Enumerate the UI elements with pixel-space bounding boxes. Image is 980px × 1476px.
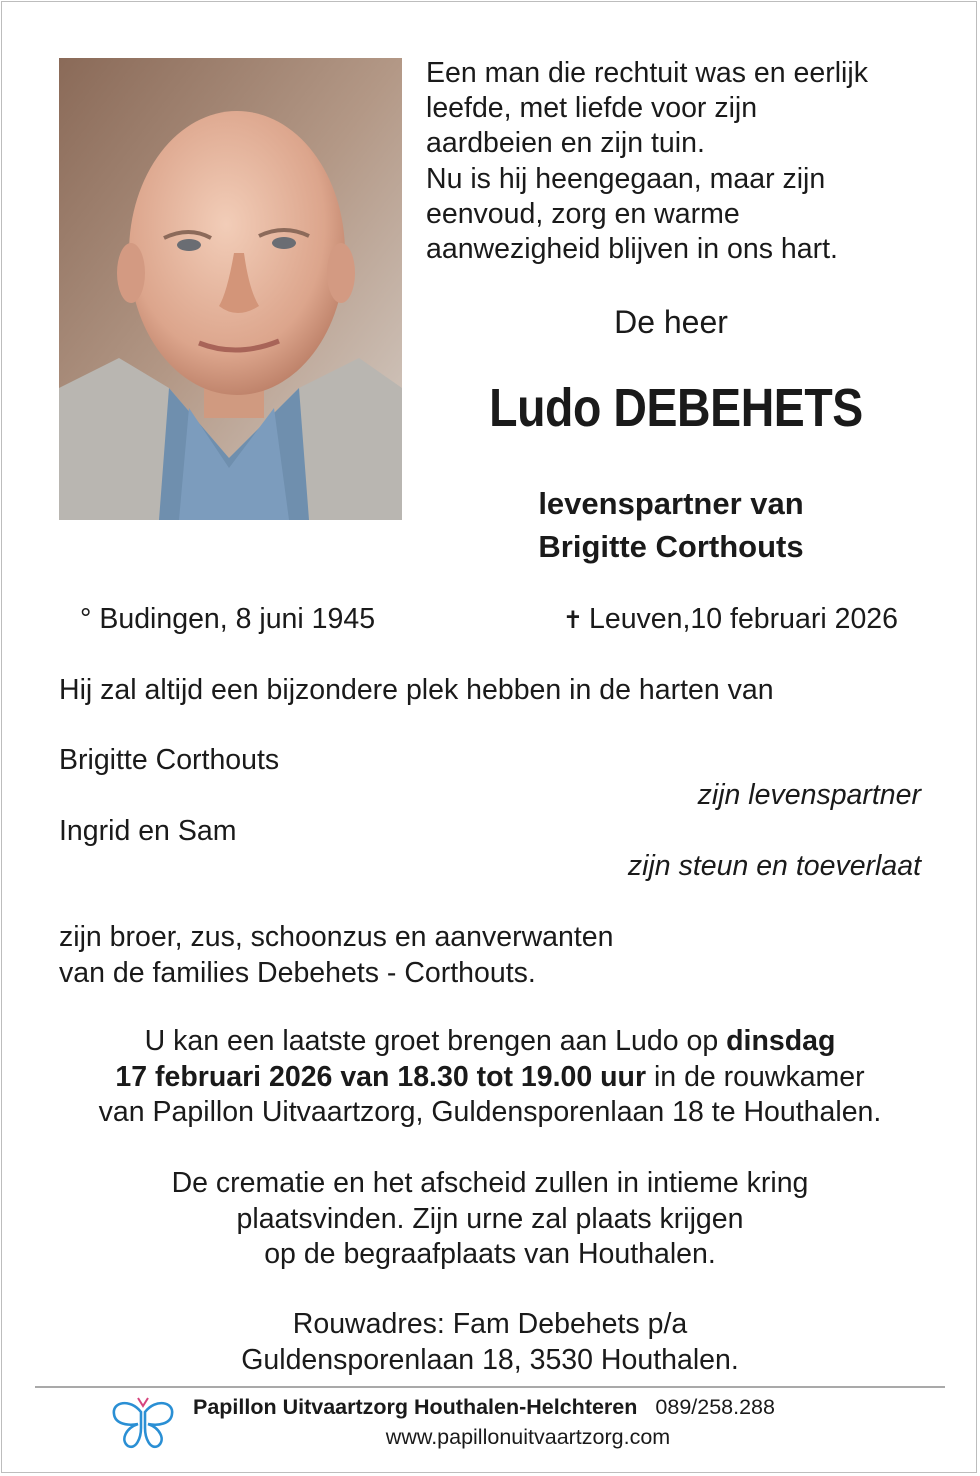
mourner-role: zijn levenspartner (697, 779, 921, 811)
footer-organization: Papillon Uitvaartzorg Houthalen-Helchteren (193, 1395, 638, 1419)
footer-website[interactable]: www.papillonuitvaartzorg.com (385, 1425, 671, 1449)
portrait-photo (59, 58, 402, 520)
visitation-location: van Papillon Uitvaartzorg, Guldensporenlaan 18 te Houthalen. (98, 1096, 882, 1128)
deceased-name: Ludo DEBEHETS (489, 378, 863, 438)
cross-icon: ✝ (562, 607, 583, 634)
family-line: van de families Debehets - Corthouts. (59, 956, 536, 989)
honorific: De heer (614, 304, 728, 340)
butterfly-logo-icon (110, 1394, 176, 1454)
relation-line: Brigitte Corthouts (538, 529, 804, 564)
mourner-name: Ingrid en Sam (59, 815, 237, 847)
cremation-line: plaatsvinden. Zijn urne zal plaats krijgen (236, 1202, 744, 1235)
footer-divider (35, 1386, 945, 1388)
memorial-poem (426, 56, 946, 267)
extended-family (59, 920, 614, 991)
cremation-notice (20, 1166, 960, 1273)
cremation-line: De crematie en het afscheid zullen in intieme kring (171, 1167, 809, 1199)
visitation-day: dinsdag (726, 1025, 836, 1057)
address-line: Guldensporenlaan 18, 3530 Houthalen. (241, 1343, 739, 1376)
footer-phone: 089/258.288 (655, 1395, 775, 1419)
poem-line: aardbeien en zijn tuin. (426, 127, 705, 160)
visitation-text: in de rouwkamer (646, 1060, 865, 1093)
visitation-text: U kan een laatste groet brengen aan Ludo op (144, 1025, 727, 1057)
poem-line: aanwezigheid blijven in ons hart. (426, 233, 838, 266)
visitation-datetime: 17 februari 2026 van 18.30 tot 19.00 uur (115, 1060, 647, 1093)
birth-symbol: ° (80, 603, 92, 635)
condolence-address (20, 1307, 960, 1378)
poem-line: Een man die rechtuit was en eerlijk (426, 57, 868, 89)
poem-line: eenvoud, zorg en warme (426, 197, 740, 230)
mourner-name: Brigitte Corthouts (59, 744, 280, 776)
poem-line: Nu is hij heengegaan, maar zijn (426, 162, 826, 195)
family-line: zijn broer, zus, schoonzus en aanverwanten (59, 921, 614, 953)
poem-line: leefde, met liefde voor zijn (426, 92, 758, 125)
death-info (563, 600, 898, 640)
death-place-date: Leuven,10 februari 2026 (589, 603, 898, 635)
footer-contact (193, 1393, 775, 1421)
mourners-intro: Hij zal altijd een bijzondere plek hebben in de harten van (59, 674, 774, 706)
visitation-notice (20, 1024, 960, 1131)
relation (426, 482, 916, 568)
address-line: Rouwadres: Fam Debehets p/a (292, 1308, 688, 1340)
birth-place-date: Budingen, 8 juni 1945 (99, 603, 376, 635)
mourner-role: zijn steun en toeverlaat (627, 850, 921, 882)
cremation-line: op de begraafplaats van Houthalen. (264, 1238, 716, 1270)
birth-info (80, 600, 375, 638)
relation-line: levenspartner van (538, 486, 804, 521)
